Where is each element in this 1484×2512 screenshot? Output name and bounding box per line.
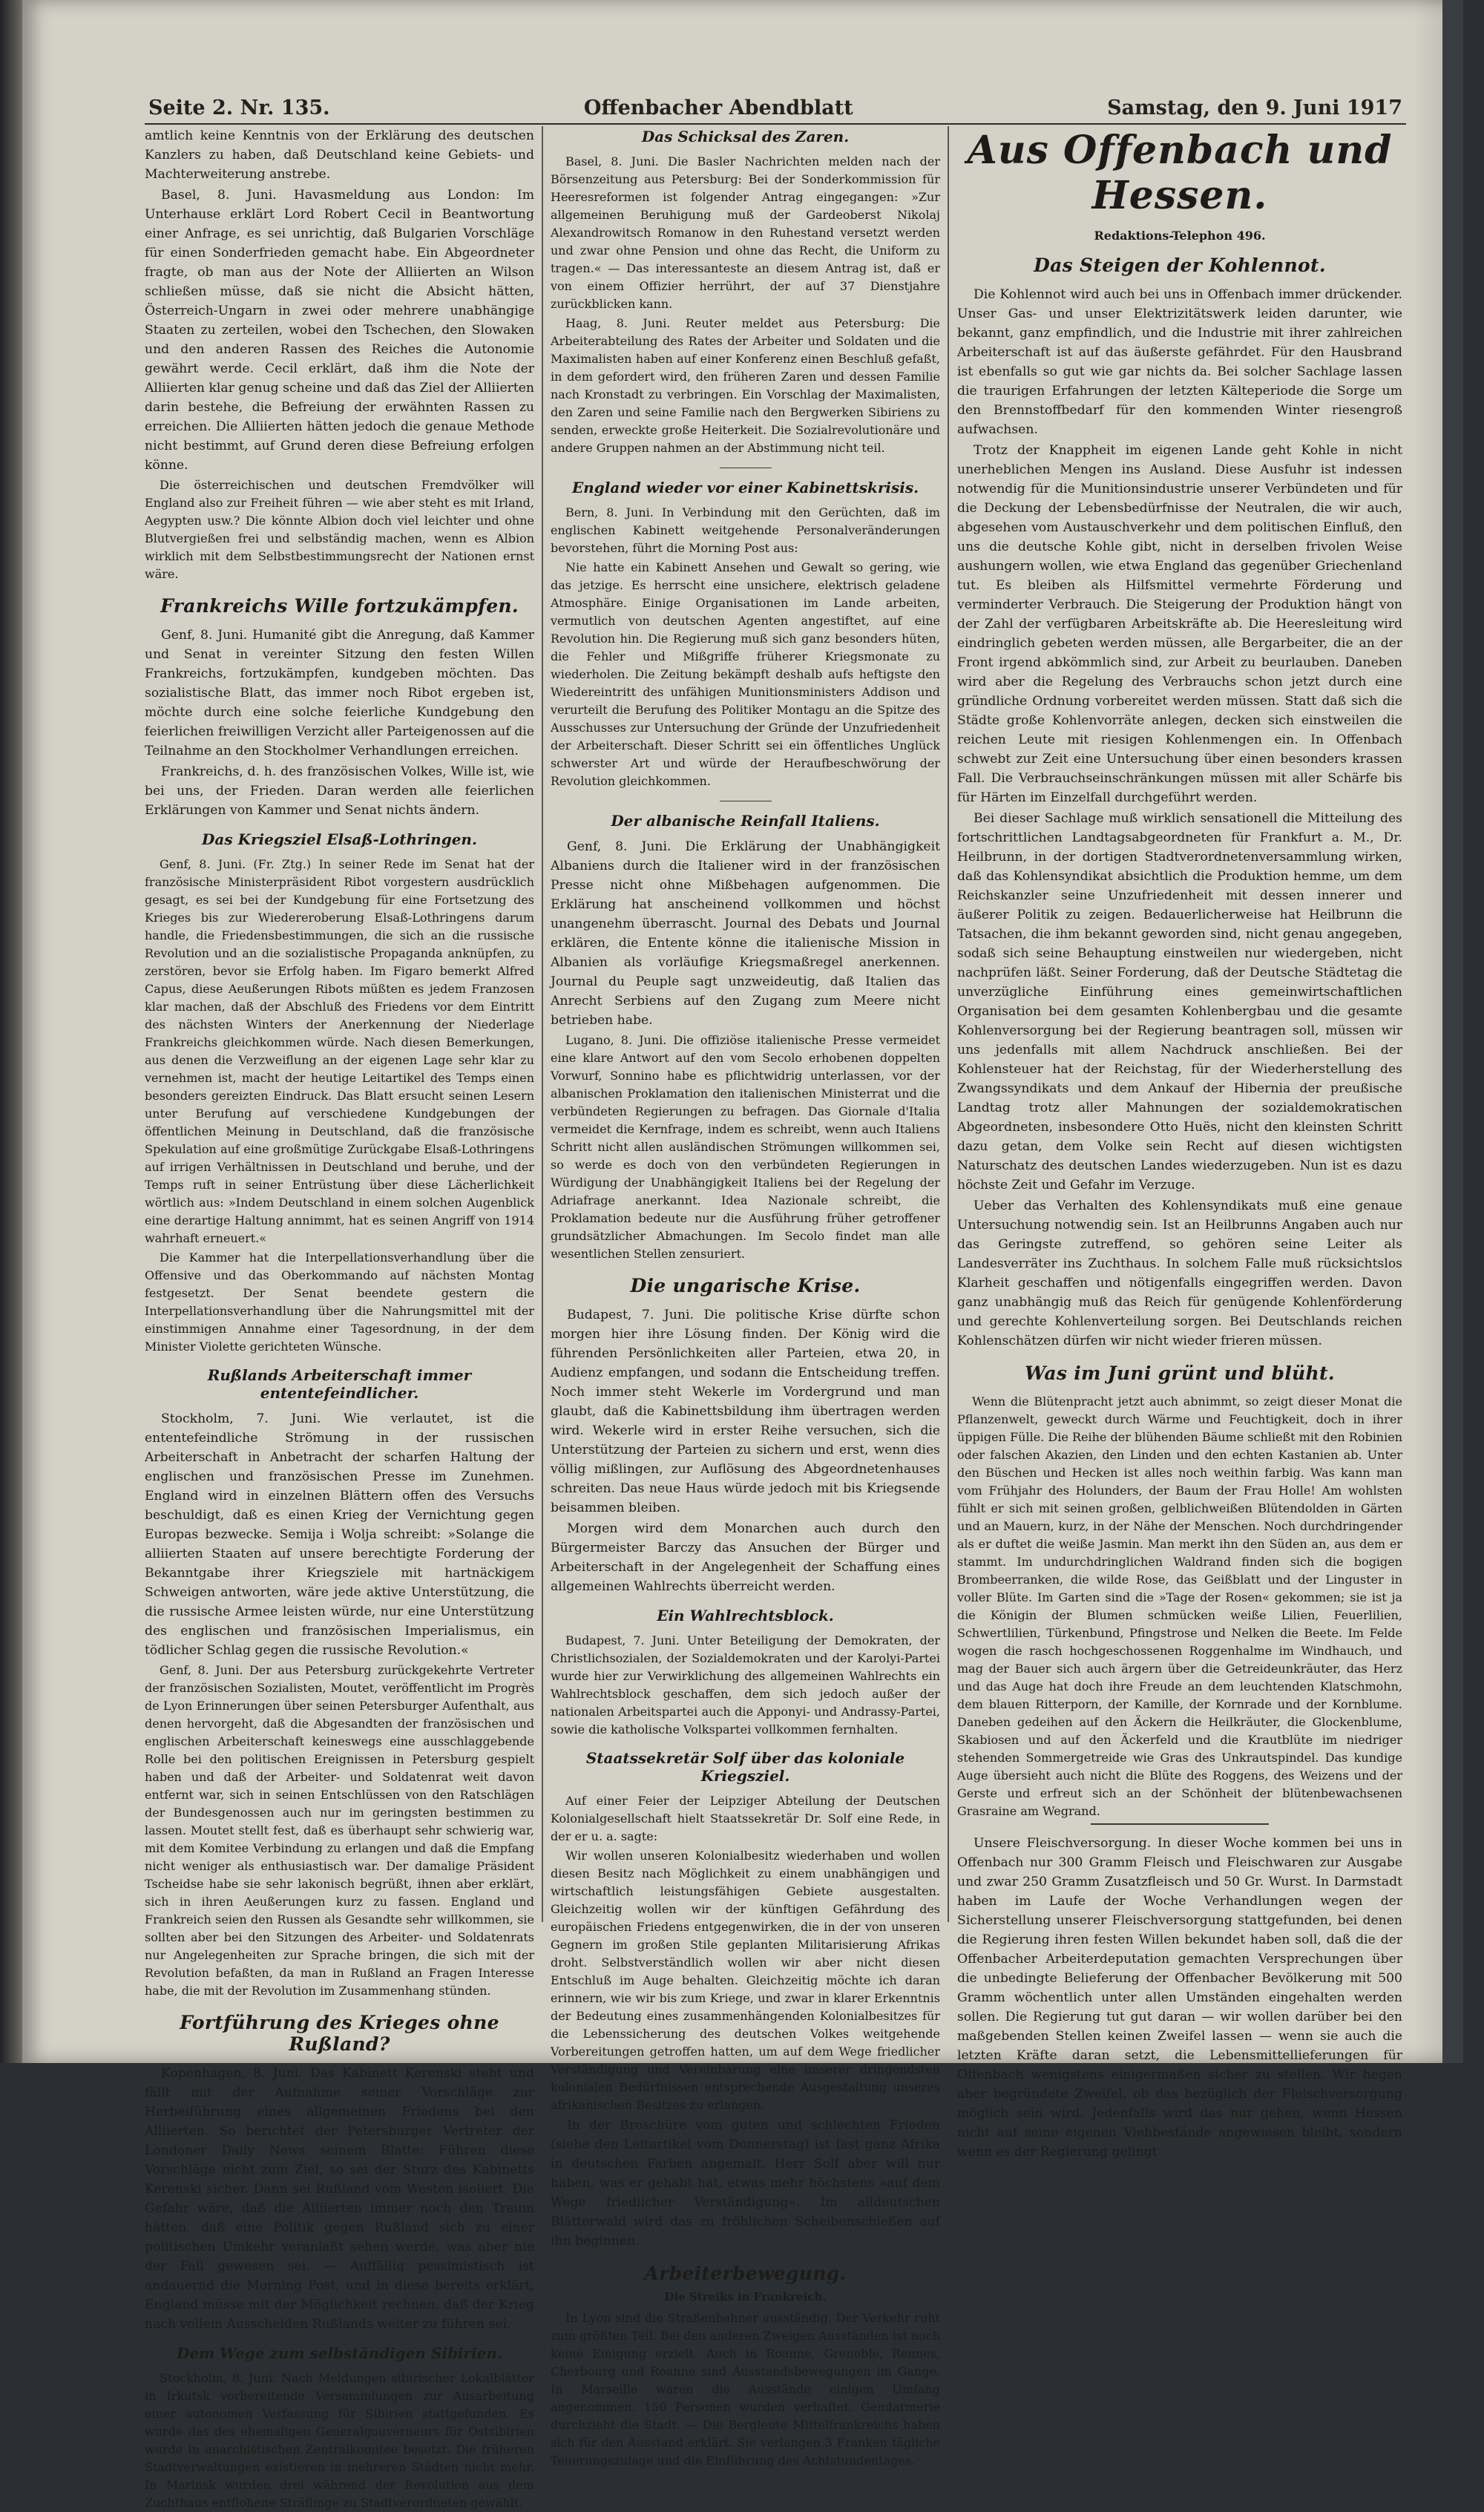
article-text: Genf, 8. Juni. Der aus Petersburg zurückgekehrte Vertreter der französischen Sozialisten, Moutet, veröffentlicht im Progrès de Lyon Erinnerungen über seinen Petersburger Aufenthalt, aus denen hervorgeht, daß die Abgesandten der französischen und englischen Arbeiterschaft keineswegs eine ausschlaggebende Rolle bei den politischen Ereignissen in Petersburg gespielt haben und daß der Arbeiter- und Soldatenrat weit davon entfernt war, sich in seinen Entschlüssen von den Ratschlägen der Bundesgenossen auch nur im geringsten bestimmen zu lassen. Moutet stellt fest, daß es überhaupt sehr schwierig war, mit dem Komitee Verbindung zu erlangen und daß die Empfang nicht weniger als enthusiastisch war. Der damalige Präsident Tscheidse habe sie sehr lakonisch begrüßt, ihnen aber erklärt, sich in ihren Aeußerungen kurz zu fassen. England und Frankreich seien den Russen als Gesandte sehr willkommen, sie sollten aber bei den Sitzungen des Arbeiter- und Soldatenrats nur Angelegenheiten zur Sprache bringen, die sich mit der Revolution befaßten, da man in Rußland an Fragen Interesse habe, die mit der Revolution im Zusammenhang stünden. — [145, 1663, 534, 1998]
headline-elsass: Das Kriegsziel Elsaß-Lothringen. — [202, 830, 477, 848]
article-text: Die Kohlennot wird auch bei uns in Offenbach immer drückender. Unser Gas- und unser Elektrizitätswerk leiden darunter, wie bekannt, ganz empfindlich, und die Industrie mit ihrer zahlreichen Arbeiterschaft ist auf das äußerste gefährdet. Für den Hausbrand ist ebenfalls so gut wie gar nichts da. Bei solcher Sachlage lassen die traurigen Erfahrungen der letzten Kälteperiode die Sorge um den Brennstoffbedarf für den kommenden Winter riesengroß aufwachsen. — [957, 287, 1402, 437]
article-text: In der Broschüre vom guten und schlechten Frieden (siehe den Leitartikel vom Donnerstag) ist fast ganz Afrika in deutschen Farben angemalt. Herr Solf aber will nur haben, was er gehabt hat, etwas mehr höchstens »auf dem Wege friedlicher Verständigung«. Im alldeutschen Blätterwald wird das zu fröhlichen Scheibenschießen auf ihn beginnen. — [551, 2118, 940, 2249]
column-1 — [145, 126, 534, 2510]
headline-zar: Das Schicksal des Zaren. — [641, 128, 850, 145]
article-text: Genf, 8. Juni. Humanité gibt die Anregung, daß Kammer und Senat in vereinter Sitzung den festen Willen Frankreichs, fortzukämpfen, kundgeben möchten. Das sozialistische Blatt, das immer noch Ribot ergeben ist, möchte durch eine solche feierliche Kundgebung den feierlichen freiwilligen Verzicht aller Parteigenossen auf die Teilnahme an den Stockholmer Verhandlungen erreichen. — [145, 628, 534, 758]
masthead — [148, 94, 1402, 122]
headline-albanien: Der albanische Reinfall Italiens. — [611, 812, 880, 830]
headline-frankreich: Frankreichs Wille fortzukämpfen. — [160, 595, 519, 617]
headline-solf: Staatssekretär Solf über das koloniale Kriegsziel. — [585, 1749, 905, 1785]
column-divider — [542, 126, 543, 1922]
column-divider — [948, 126, 949, 1922]
redaktions-telephon: Redaktions-Telephon 496. — [1094, 229, 1266, 243]
column-3 — [957, 126, 1402, 2160]
page-number: Seite 2. Nr. 135. — [148, 96, 330, 119]
column-2 — [551, 126, 940, 2467]
headline-wahlrecht: Ein Wahlrechtsblock. — [657, 1607, 834, 1624]
article-text: Kopenhagen, 8. Juni. Das Kabinett Kerenski steht und fällt mit der Aufnahme seiner Vorschläge zur Herbeiführung eines allgemeinen Friedens bei den Alliierten. So berichtet der Petersburger Vertreter der Londoner Daily News seinem Blatte: Führen diese Vorschläge nicht zum Ziel, so sei der Sturz des Kabinetts Kerenski sicher. Dann sei Rußland vom Westen isoliert. Die Gefahr wäre, daß die Alliierten immer noch den Traum hätten, daß eine Politik gegen Rußland sich zu einer politischen Umkehr veranlaßt sehen werde, was aber nie der Fall gewesen sei. — Auffällig pessimistisch ist andauernd die Morning Post, und in diese bereits erklärt, England müsse mit der Möglichkeit rechnen, daß der Krieg nach vollem Ausscheiden Rußlands weiter zu führen sei. — [145, 2066, 534, 2332]
article-text: Haag, 8. Juni. Reuter meldet aus Petersburg: Die Arbeiterabteilung des Rates der Arbeiter und Soldaten und die Maximalisten haben auf einer Konferenz einen Beschluß gefaßt, in dem gefordert wird, den früheren Zaren und dessen Familie nach Kronstadt zu verbringen. Ein Vorschlag der Maximalisten, den Zaren und seine Familie nach den Bergwerken Sibiriens zu senden, erweckte große Heiterkeit. Die Sozialrevolutionäre und andere Gruppen nahmen an der Abstimmung nicht teil. — [551, 316, 940, 455]
headline-russland: Rußlands Arbeiterschaft immer ententefeindlicher. — [207, 1366, 472, 1402]
headline-ungarn: Die ungarische Krise. — [630, 1275, 861, 1296]
article-text: Stockholm, 7. Juni. Wie verlautet, ist die ententefeindliche Strömung in der russischen Arbeiterschaft in Anbetracht der scharfen Haltung der englischen und französischen Presse im Zunehmen. England wird in einzelnen Blättern offen des Versuchs beschuldigt, daß es einen Krieg der Vernichtung gegen Europas bezwecke. Semija i Wolja schreibt: »Solange die alliierten Staaten auf unsere berechtigte Forderung der Bekanntgabe ihrer Kriegsziele mit hartnäckigem Schweigen antworten, wäre jede aktive Unterstützung, die die russische Armee leisten würde, nur eine Unterstützung des englischen und französischen Imperialismus, ein tödlicher Schlag gegen die russische Revolution.« — [145, 1411, 534, 1658]
headline-england: England wieder vor einer Kabinettskrisis. — [571, 479, 919, 496]
article-text: Wir wollen unseren Kolonialbesitz wiederhaben und wollen diesen Besitz nach Möglichkeit zu einem unabhängigen und wirtschaftlich leistungsfähigen Gebiete ausgestalten. Gleichzeitig wollen wir der künftigen Gefährdung des europäischen Friedens entgegenwirken, die in der von unseren Gegnern im großen Stile geplanten Militarisierung Afrikas droht. Selbstverständlich wollen wir aber nicht diesen Entschluß im Auge behalten. Gleichzeitig möchte ich daran erinnern, wie wir bis zum Kriege, und zwar in klarer Erkenntnis der Bedeutung eines zusammenhängenden Kolonialbesitzes für die Lebenssicherung des deutschen Volkes weitgehende Vorbereitungen getroffen hatten, um auf dem Wege friedlicher Verständigung und Vereinbarung eine unserer dringendsten kolonialen Bedürfnissen entsprechende Ausgestaltung unseres afrikanischen Besitzes zu erlangen. — [551, 1849, 940, 2112]
headline-arbeiterbewegung: Arbeiterbewegung. — [644, 2263, 847, 2284]
article-text: Frankreichs, d. h. des französischen Volkes, Wille ist, wie bei uns, der Frieden. Daran werden alle feierlichen Erklärungen von Kammer und Senat nichts ändern. — [145, 764, 534, 818]
article-text: Bei dieser Sachlage muß wirklich sensationell die Mitteilung des fortschrittlichen Landtagsabgeordneten für Frankfurt a. M., Dr. Heilbrunn, in der dortigen Stadtverordnetenversammlung wirken, daß das Kohlensyndikat absichtlich die Produktion hemme, um dem Reichskanzler seine Unzufriedenheit mit dessen innerer und äußerer Politik zu zeigen. Bedauerlicherweise hat Heilbrunn die Tatsachen, die ihm bekannt geworden sind, nicht genau angegeben, sodaß sich seine Behauptung einstweilen nur wiedergeben, nicht nachprüfen läßt. Seiner Forderung, daß der Deutsche Städtetag die unverzügliche Einführung eines gemeinwirtschaftlichen Organisation bei dem gesamten Kohlenbergbau und die gesamte Kohlenversorgung bei der Regierung beantragen soll, müssen wir uns jedenfalls mit allem Nachdruck anschließen. Bei der Kohlensteuer hat der Reichstag, für der Wiederherstellung des Zwangssyndikats und dem Ankauf der Hibernia der preußische Landtag trotz aller Mahnungen der sozialdemokratischen Abgeordneten, insbesondere Otto Huës, nicht den kleinsten Schritt dazu getan, dem Volke sein Recht auf diesen wichtigsten Naturschatz des deutschen Landes wiederzugeben. Nun ist es dazu höchste Zeit und Gefahr im Verzuge. — [957, 811, 1402, 1193]
newspaper-title: Offenbacher Abendblatt — [583, 96, 853, 119]
article-text: Budapest, 7. Juni. Die politische Krise dürfte schon morgen hier ihre Lösung finden. Der König wird die führenden Persönlichkeiten aller Parteien, etwa 20, in Audienz empfangen, und sodann die Entscheidung treffen. Noch immer steht Wekerle im Vordergrund und man glaubt, daß die Kabinettsbildung ihm übertragen werden wird. Wekerle wird in erster Reihe versuchen, sich die Unterstützung der Parteien zu sichern und erst, wenn dies völlig mißlingen, zur Auflösung des Abgeordnetenhauses schreiten. Das neue Haus würde jedoch mit bis Kriegsende beisammen bleiben. — [551, 1308, 940, 1515]
article-text: Wenn die Blütenpracht jetzt auch abnimmt, so zeigt dieser Monat die Pflanzenwelt, geweckt durch Wärme und Feuchtigkeit, doch in ihrer üppigen Fülle. Die Reihe der blühenden Bäume schließt mit den Robinien oder falschen Akazien, den Linden und den echten Kastanien ab. Unter den Büschen und Hecken ist alles noch weithin farbig. Was kann man vom Frühjahr des Holunders, der Baum der Frau Holle! Am wohlsten fühlt er sich mit seinen großen, gelblichweißen Blütendolden in Gärten und an Mauern, kurz, in der Nähe der Menschen. Noch durchdringender als er duftet die weiße Jasmin. Man merkt ihn den Süden an, aus dem er stammt. Im undurchdringlichen Waldrand finden sich die bogigen Brombeerranken, die wilde Rose, das Geißblatt und der Linguster in voller Blüte. Im Garten sind die »Tage der Rosen« gekommen; sie ist ja die Königin der Blumen schmücken weiße Lilien, Feuerlilien, Schwertlilien, Türkenbund, Pfingstrose und Nelken die Beete. Im Felde wogen die rasch hochgeschossenen Roggenhalme im Windhauch, und mag der Bauer sich auch ärgern über die Getreideunkräuter, das Herz und das Auge hat doch ihre Freude an dem leuchtenden Klatschmohn, dem blauen Ritterporn, der Kamille, der Kornrade und der Kornblume. Daneben gedeihen auf den Äckern die Heilkräuter, die Glockenblume, Skabiosen und auf den Äckerfeld und die Krautblüte im niedriger stehenden Sommergetreide wie Gras des Unkrautspindel. Das kundige Auge übersieht auch nicht die Blüte des Roggens, des Weizens und der Gerste und erfreut sich an der Schönheit der blütenbewachsenen Grasraine am Wegrand. — [957, 1394, 1402, 1818]
article-text: Die Kammer hat die Interpellationsverhandlung über die Offensive und das Oberkommando auf nächsten Montag festgesetzt. Der Senat beendete gestern die Interpellationsverhandlung über die Nahrungsmittel mit der einstimmigen Annahme einer Tagesordnung, in der dem Minister Violette gerichteten Wünsche. — [145, 1250, 534, 1354]
article-text: Genf, 8. Juni. (Fr. Ztg.) In seiner Rede im Senat hat der französische Ministerpräsident Ribot vorgestern ausdrücklich gesagt, es sei bei der Kundgebung für eine Fortsetzung des Krieges bis zur Wiedereroberung Elsaß-Lothringens darum handle, die Friedensbestimmungen, die sich an die russische Revolution und an die sozialistische Propaganda anknüpfen, zu zerstören, bevor sie Erfolg haben. Im Figaro bemerkt Alfred Capus, diese Aeußerungen Ribots müßten es jedem Franzosen klar machen, daß der Abschluß des Friedens vor dem Eintritt des nächsten Winters der Anerkennung der Niederlage Frankreichs gleichkommen würde. Nach diesen Bemerkungen, aus denen die Verzweiflung an der eigenen Lage sehr klar zu vernehmen ist, macht der heutige Leitartikel des Temps einen besonders gereizten Eindruck. Das Blatt ersucht seinen Lesern unter Berufung auf verschiedene Kundgebungen der öffentlichen Meinung in Deutschland, daß die französische Spekulation auf eine großmütige Zurückgabe Elsaß-Lothringens auf irrigen Verhältnissen in Deutschland und beruhe, und der Temps ruft in seiner Entrüstung über diese Lächerlichkeit wörtlich aus: »Indem Deutschland in einem solchen Augenblick eine derartige Haltung annimmt, hat es seinen Angriff von 1914 wahrhaft erneuert.« — [145, 857, 534, 1245]
article-text: Budapest, 7. Juni. Unter Beteiligung der Demokraten, der Christlichsozialen, der Sozialdemokraten und der Karolyi-Partei wurde hier zur Verwirklichung des allgemeinen Wahlrechts ein Wahlrechtsblock geschaffen, dem sich jedoch außer der nationalen Arbeitspartei auch die Apponyi- und Andrassy-Partei, sowie die katholische Volkspartei vollkommen fernhalten. — [551, 1633, 940, 1737]
separator — [1091, 1823, 1269, 1825]
article-text: Nie hatte ein Kabinett Ansehen und Gewalt so gering, wie das jetzige. Es herrscht eine unsichere, elektrisch geladene Atmosphäre. Einige Organisationen im Lande arbeiten, vermutlich von deutschen Agenten angestiftet, auf eine Revolution hin. Die Regierung muß sich ganz besonders hüten, die Fehler und Mißgriffe früherer Kriegsmonate zu wiederholen. Die Zeitung bekämpft deshalb aufs heftigste den Wiedereintritt des unfähigen Munitionsministers Addison und verurteilt die Berufung des Politiker Montagu an die Spitze des Ausschusses zur Untersuchung der Gründe der Unzufriedenheit der Arbeiterschaft. Dieser Schritt sei ein öffentliches Unglück schwerster Art und würde der Heraufbeschwörung der Revolution gleichkommen. — [551, 560, 940, 788]
newspaper-page — [22, 0, 1463, 2510]
article-text: Genf, 8. Juni. Die Erklärung der Unabhängigkeit Albaniens durch die Italiener wird in der französischen Presse nicht ohne Mißbehagen aufgenommen. Die Erklärung hat anscheinend vollkommen und höchst unangenehm überrascht. Journal des Debats und Journal erklären, die Entente könne die italienische Mission in Albanien als vorläufige Kriegsmaßregel anerkennen. Journal du Peuple sagt unzweideutig, daß Italien das Anrecht Serbiens auf den Zugang zum Meere nicht betrieben habe. — [551, 839, 940, 1028]
headline-juni: Was im Juni grünt und blüht. — [1025, 1362, 1335, 1384]
section-title: Aus Offenbach und Hessen. — [967, 128, 1393, 218]
headline-fortfuehrung: Fortführung des Krieges ohne Rußland? — [180, 2012, 499, 2055]
issue-date: Samstag, den 9. Juni 1917 — [1107, 96, 1402, 119]
article-text: Basel, 8. Juni. Die Basler Nachrichten melden nach der Börsenzeitung aus Petersburg: Bei der Sonderkommission für Heeresreformen ist folgender Antrag eingegangen: »Zur allgemeinen Beruhigung muß der Gardeoberst Nikolaj Alexandrowitsch Romanow in den Ruhestand versetzt werden und zwar ohne Pension und ohne das Recht, die Uniform zu tragen.« — Das interessanteste an diesem Antrag ist, daß er von einem Offizier herrührt, der auf 37 Dienstjahre zurückblicken kann. — [551, 154, 940, 311]
article-text: Bern, 8. Juni. In Verbindung mit den Gerüchten, daß im englischen Kabinett weitgehende Personalveränderungen bevorstehen, führt die Morning Post aus: — [551, 505, 940, 555]
article-text: Die österreichischen und deutschen Fremdvölker will England also zur Freiheit führen — wie aber steht es mit Irland, Aegypten usw.? Die könnte Albion doch viel leichter und ohne Blutvergießen frei und selbständig machen, wenn es Albion wirklich mit dem Selbstbestimmungsrecht der Nationen ernst wäre. — [145, 478, 534, 581]
article-text: Auf einer Feier der Leipziger Abteilung der Deutschen Kolonialgesellschaft hielt Staatssekretär Dr. Solf eine Rede, in der er u. a. sagte: — [551, 1794, 940, 1843]
article-text: Ueber das Verhalten des Kohlensyndikats muß eine genaue Untersuchung notwendig sein. Ist an Heilbrunns Angaben auch nur das Geringste zutreffend, so gehören seine Leiter als Landesverräter ins Zuchthaus. In solchem Falle muß rücksichtslos Klarheit geschaffen und nötigenfalls eingegriffen werden. Davon ganz unabhängig muß das Reich für genügende Kohlenförderung und gerechte Kohlenverteilung sorgen. Bei Deutschlands reichen Kohlenschätzen dürfen wir nicht wieder frieren müssen. — [957, 1198, 1402, 1348]
masthead-rule — [145, 123, 1406, 125]
article-text: Trotz der Knappheit im eigenen Lande geht Kohle in nicht unerheblichen Mengen ins Ausland. Diese Ausfuhr ist indessen notwendig für die Munitionsindustrie unserer Verbündeten und für die Deckung der Lebensbedürfnisse der Neutralen, die wir auch, abgesehen vom Austauschverkehr und dem politischen Einfluß, den uns die deutsche Kohle gibt, nicht in derselben frivolen Weise aushungern wollen, wie etwa England das gegenüber Griechenland tut. Es bleiben als Hilfsmittel vermehrte Förderung und verminderter Verbrauch. Die Steigerung der Produktion hängt von der Zahl der verfügbaren Arbeitskräfte ab. Die Heeresleitung wird eindringlich gebeten werden müssen, alle Bergarbeiter, die an der Front irgend abkömmlich sind, zur Arbeit zu beurlauben. Daneben wird aber die Regelung des Verbrauchs schon jetzt durch eine gründliche Ordnung vorbereitet werden müssen. Statt daß sich die Städte große Kohlenvorräte anlegen, decken sich einstweilen die reichen Leute mit riesigen Kohlenmengen ein. In Offenbach schwebt zur Zeit eine Untersuchung über einen besonders krassen Fall. Die Verbrauchseinschränkungen müssen mit aller Schärfe bis für Härten im Einzelfall durchgeführt werden. — [957, 443, 1402, 805]
article-text: Lugano, 8. Juni. Die offiziöse italienische Presse vermeidet eine klare Antwort auf den vom Secolo erhobenen doppelten Vorwurf, Sonnino habe es pflichtwidrig unterlassen, vor der albanischen Proklamation den italienischen Ministerrat und die verbündeten Regierungen zu befragen. Das Giornale d'Italia vermeidet die Kernfrage, indem es schreibt, wenn auch Italiens Schritt nicht allen ausländischen Strömungen willkommen sei, so werde es doch von den verbündeten Regierungen in Würdigung der Unabhängigkeit Italiens bei der Regelung der Adriafrage anerkannt. Idea Nazionale schreibt, die Proklamation bedeute nur die Ausführung früher getroffener grundsätzlicher Abmachungen. Im Secolo findet man alle wesentlichen Stellen zensuriert. — [551, 1033, 940, 1261]
page-fold-shadow — [1413, 0, 1442, 2063]
headline-kohlennot: Das Steigen der Kohlennot. — [1034, 255, 1326, 276]
book-binding — [0, 0, 22, 2063]
dark-background-edge — [1442, 0, 1463, 2063]
article-text: amtlich keine Kenntnis von der Erklärung des deutschen Kanzlers zu haben, daß Deutschland keine Gebiets- und Machterweiterung anstrebe. — [145, 128, 534, 182]
article-text: In Lyon sind die Straßenbahner ausständig. Der Verkehr ruht zum größten Teil. Bei den anderen Zweigen Ausständen ist noch keine Einigung erzielt. Auch in Roanne, Grenoble, Rennes, Cherbourg und Roanne sind Ausstandsbewegungen im Gange. In Marseille waren die Ausstände einigen Umfang angenommen. 150 Personen wurden verhaftet. Gendarmerie durchzieht die Stadt. — Die Bergleute Mittelfrankreichs haben sich für den Ausstand erklärt. Sie verlangen 3 Franken tägliche Teuerungszulage und die Einführung des Achtstundentages. — [551, 2311, 940, 2467]
article-text: Stockholm, 8. Juni. Nach Meldungen sibirischer Lokalblätter in Irkutsk vorbereitende Versammlungen zur Ausarbeitung einer autonomen Verfassung für Sibirien stattgefunden. Es wurde das des ehemaligen Generalgouverneurs für Ostsibirien wurde in anarchistischen Zentralkomitee besetzt. Die früheren Stadtverwaltungen existieren in mehreren Städten nicht mehr. In Marinsk wurden drei während der Revolution aus dem Zuchthaus entflohene Sträflinge zu Stadtverordneten gewählt. — [145, 2371, 534, 2510]
article-text: Morgen wird dem Monarchen auch durch den Bürgermeister Barczy das Ansuchen der Bürger und Arbeiterschaft in der Angelegenheit der Schaffung eines allgemeinen Wahlrechts überreicht werden. — [551, 1521, 940, 1594]
subheadline-streiks: Die Streiks in Frankreich. — [664, 2290, 827, 2303]
headline-sibirien: Dem Wege zum selbständigen Sibirien. — [177, 2344, 502, 2362]
article-text: Unsere Fleischversorgung. In dieser Woche kommen bei uns in Offenbach nur 300 Gramm Fleisch und Fleischwaren zur Ausgabe und zwar 250 Gramm Zusatzfleisch und 50 Gr. Wurst. In Darmstadt haben im Laufe der Woche Verhandlungen wegen der Sicherstellung unserer Fleischversorgung stattgefunden, bei denen die Regierung ihren festen Willen bekundet haben soll, daß die der Offenbacher Arbeiterdeputation gemachten Versprechungen über die unbedingte Belieferung der Offenbacher Bevölkerung mit 500 Gramm wöchentlich unter allen Umständen eingehalten werden sollen. Die Regierung tut gut daran — wir wollen darüber bei den maßgebenden Stellen keinen Zweifel lassen — wenn sie auch die letzten Kräfte daran setzt, die Lebensmittellieferungen für Offenbach wenigstens einigermaßen sicher zu stellen. Wir hegen aber begründete Zweifel, ob das bezüglich der Fleischversorgung möglich sein wird. Jedenfalls wird das nur gehen, wenn Hessen nicht auf seine eigenen Viehbestände angewiesen bleibt, sondern wenn es der Regierung gelingt — [957, 1836, 1402, 2160]
article-text: Basel, 8. Juni. Havasmeldung aus London: Im Unterhause erklärt Lord Robert Cecil in Beantwortung einer Anfrage, es sei unrichtig, daß Bulgarien Vorschläge für einen Sonderfrieden gemacht habe. Ein Abgeordneter fragte, ob man aus der Note der Alliierten an Wilson schließen müsse, daß sie nicht die Absicht hätten, Österreich-Ungarn in zwei oder mehrere unabhängige Staaten zu zerteilen, wobei den Tschechen, den Slowaken und den anderen Rassen des Reiches die Autonomie gewährt werde. Cecil erklärt, daß ihm die Note der Alliierten klar genug scheine und daß das Ziel der Alliierten darin bestehe, die Befreiung der erwähnten Rassen zu erreichen. Die Alliierten hätten jedoch die genaue Methode nicht bestimmt, auf Grund deren diese Befreiung erfolgen könne. — [145, 188, 534, 473]
